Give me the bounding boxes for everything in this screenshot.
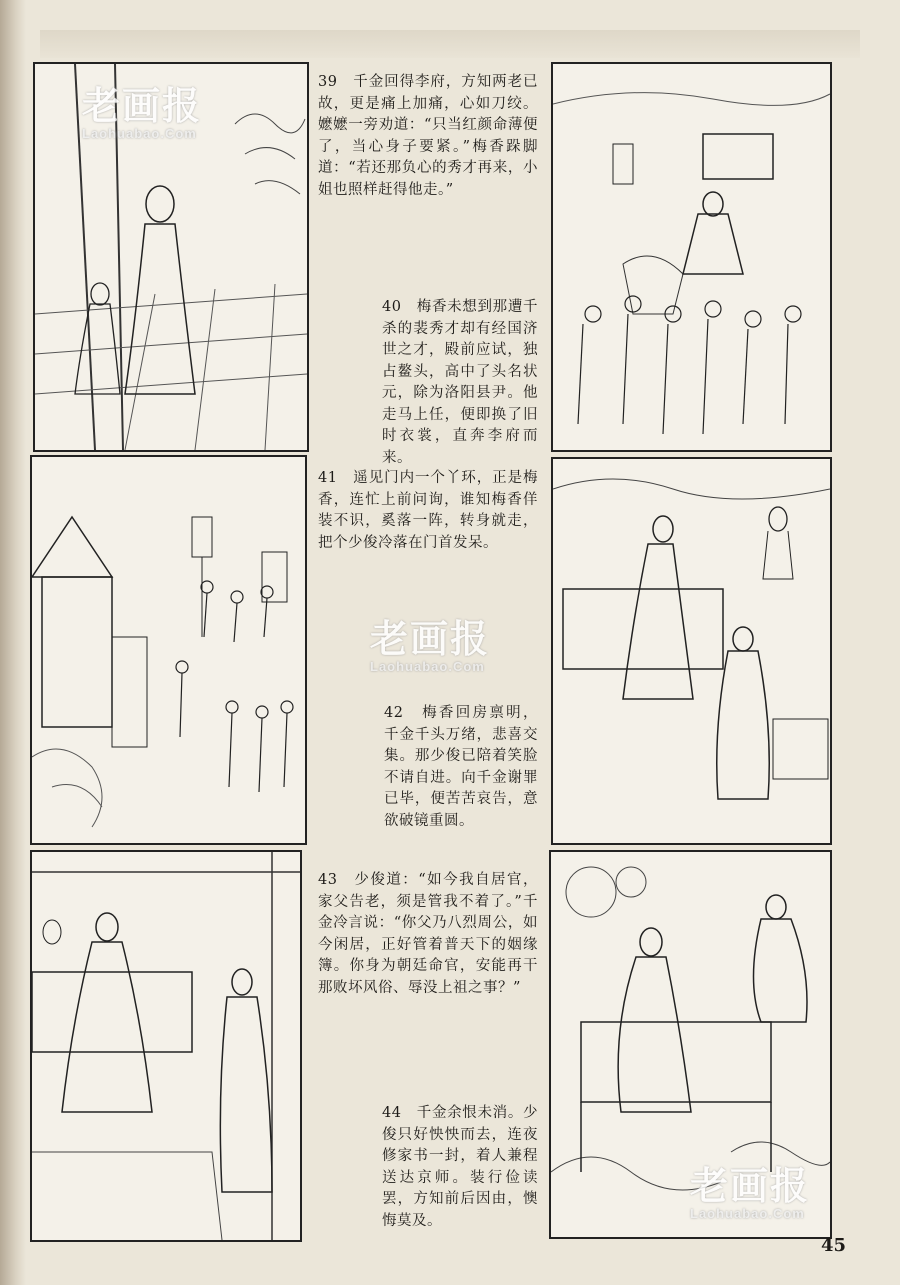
illustration-panel-41	[30, 455, 307, 845]
caption-39: 39 千金回得李府，方知两老已故，更是痛上加痛，心如刀绞。嬷嬷一旁劝道：“只当红颜命薄便了，当心身子要紧。”梅香跺脚道：“若还那负心的秀才再来，小姐也照样赶得他走。”	[318, 74, 538, 198]
watermark-brand: 老画报	[370, 619, 491, 661]
caption-44: 44 千金余恨未消。少俊只好怏怏而去，连夜修家书一封，着人兼程送达京师。装行俭读罢，方知前后因由，懊悔莫及。	[382, 1105, 538, 1229]
page-number: 45	[820, 1235, 846, 1256]
watermark-site: Laohuabao.Com	[82, 126, 197, 141]
watermark-brand: 老画报	[690, 1166, 811, 1208]
caption-40: 40 梅香未想到那遭千杀的裴秀才却有经国济世之才，殿前应试，独占鳌头，高中了头名状元，除为洛阳县尹。他走马上任，便即换了旧时衣裳，直奔李府而来。	[382, 299, 538, 466]
watermark-center	[370, 608, 490, 674]
illustration-panel-40	[551, 62, 832, 452]
watermark-site: Laohuabao.Com	[690, 1206, 805, 1221]
caption-42: 42 梅香回房禀明，千金千头万绪，悲喜交集。那少俊已陪着笑脸不请自进。向千金谢罪已毕，便苦苦哀告，意欲破镜重圆。	[384, 705, 538, 829]
top-decorative-strip	[40, 30, 860, 58]
illustration-panel-43	[30, 850, 302, 1242]
watermark-top-left	[82, 75, 202, 141]
caption-41: 41 遥见门内一个丫环，正是梅香，连忙上前问询，谁知梅香佯装不识，奚落一阵，转身就走，把个少俊冷落在门首发呆。	[318, 470, 538, 551]
illustration-40-art	[553, 64, 830, 450]
watermark-bottom-right	[690, 1155, 810, 1221]
illustration-43-art	[32, 852, 300, 1240]
watermark-site: Laohuabao.Com	[370, 659, 485, 674]
illustration-41-art	[32, 457, 305, 843]
watermark-brand: 老画报	[82, 86, 203, 128]
illustration-panel-42	[551, 457, 832, 845]
page-edge-shadow	[0, 0, 26, 1285]
caption-43: 43 少俊道：“如今我自居官，家父告老，须是管我不着了。”千金冷言说：“你父乃八烈周公，如今闲居，正好管着普天下的姻缘簿。你身为朝廷命官，安能再干那败坏风俗、辱没上祖之事？”	[318, 872, 538, 996]
illustration-42-art	[553, 459, 830, 843]
